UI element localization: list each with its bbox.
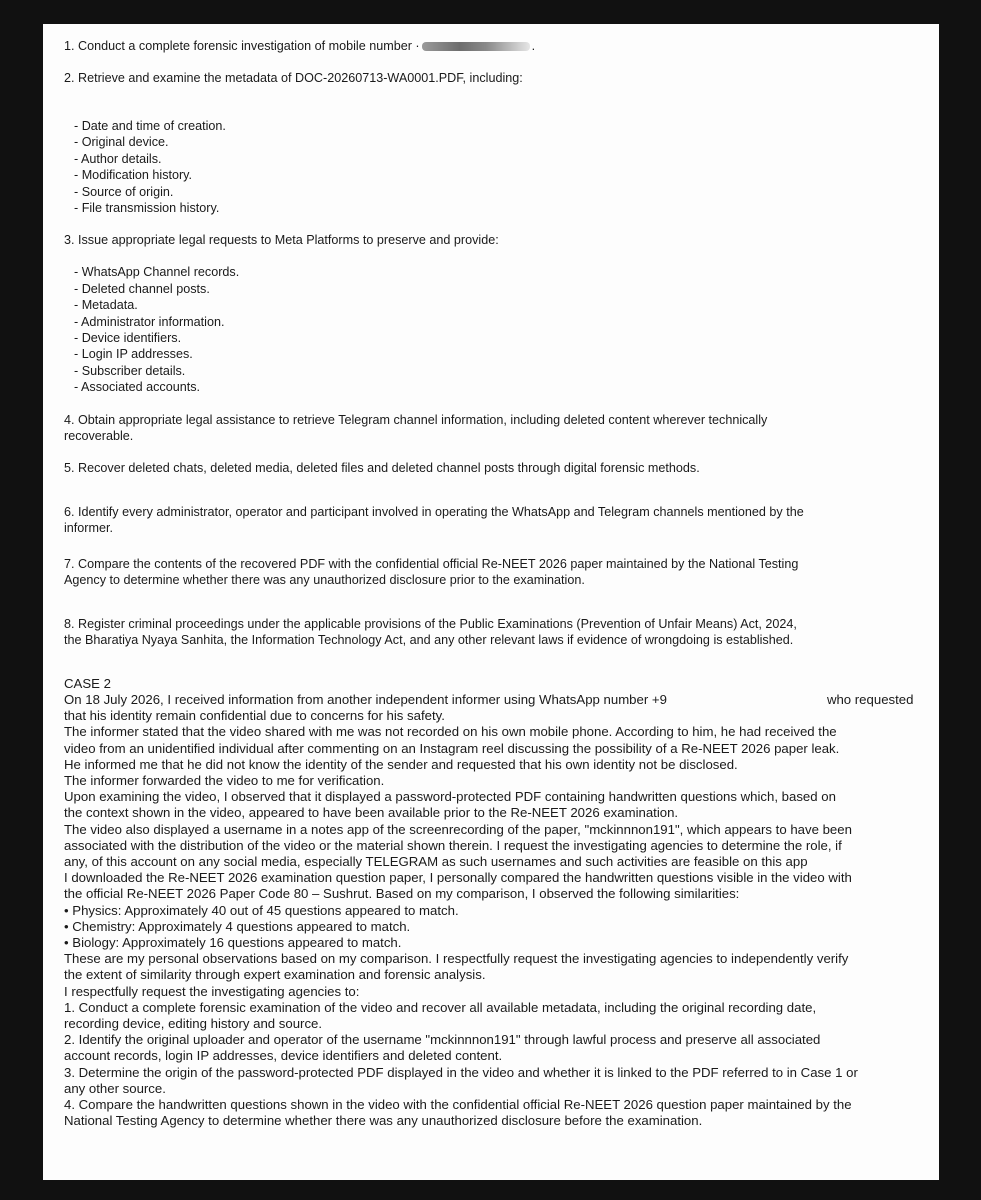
item-7 (64, 556, 919, 588)
list-item: - Date and time of creation. (74, 119, 226, 133)
case-2-line: National Testing Agency to determine whether there was any unauthorized disclosure before the examination. (64, 1113, 703, 1129)
case-2-line: the context shown in the video, appeared to have been available prior to the Re-NEET 2026 examination. (64, 805, 679, 821)
case-2-heading: CASE 2 (64, 675, 111, 691)
list-item: - Associated accounts. (74, 380, 201, 395)
case-2-line: These are my personal observations based on my comparison. I respectfully request the investigating agencies to independently verify (64, 951, 849, 967)
item-4-line: 4. Obtain appropriate legal assistance to retrieve Telegram channel information, including deleted content wherever technically (64, 412, 768, 427)
case-2-line: 3. Determine the origin of the password-protected PDF displayed in the video and whether it is linked to the PDF referred to in Case 1 or (64, 1064, 858, 1080)
item-3-list (74, 264, 919, 395)
case-2-line: Upon examining the video, I observed that it displayed a password-protected PDF containing handwritten questions which, based on (64, 789, 836, 805)
case-2-lines (64, 708, 919, 1129)
list-item: - Login IP addresses. (74, 347, 193, 362)
case-2-line (64, 692, 919, 708)
case-2-line: 1. Conduct a complete forensic examination of the video and recover all available metadata, including the original recording date, (64, 999, 817, 1015)
list-item: - Subscriber details. (74, 363, 186, 378)
case-2-line: I downloaded the Re-NEET 2026 examination question paper, I personally compared the handwritten questions visible in the video with (64, 870, 852, 886)
item-1 (64, 38, 919, 54)
case-2-line: recording device, editing history and source. (64, 1015, 323, 1031)
case-2-line: The informer stated that the video shared with me was not recorded on his own mobile phone. According to him, he had received the (64, 724, 837, 740)
case-2-line: the official Re-NEET 2026 Paper Code 80 – Sushrut. Based on my comparison, I observed the following similarities: (64, 886, 740, 902)
item-6 (64, 504, 919, 536)
list-item: - Administrator information. (74, 314, 225, 329)
item-2-list (74, 118, 919, 216)
list-item: - Modification history. (74, 168, 193, 183)
item-4-line: recoverable. (64, 428, 134, 443)
case-2-line-end: who requested (826, 691, 914, 707)
list-item: - WhatsApp Channel records. (74, 265, 240, 280)
case-2-line: • Biology: Approximately 16 questions appeared to match. (64, 934, 402, 950)
item-2: 2. Retrieve and examine the metadata of DOC-20260713-WA0001.PDF, including: (64, 71, 523, 85)
case-2-line: • Chemistry: Approximately 4 questions appeared to match. (64, 918, 411, 934)
item-5: 5. Recover deleted chats, deleted media, deleted files and deleted channel posts through digital forensic methods. (64, 460, 700, 475)
case-2-line: any other source. (64, 1080, 166, 1096)
item-8 (64, 616, 919, 648)
item-3: 3. Issue appropriate legal requests to Meta Platforms to preserve and provide: (64, 233, 499, 248)
case-2-line: account records, login IP addresses, device identifiers and deleted content. (64, 1048, 503, 1064)
item-8-line: the Bharatiya Nyaya Sanhita, the Information Technology Act, and any other relevant laws if evidence of wrongdoing is established. (64, 632, 794, 647)
list-item: - Metadata. (74, 298, 138, 313)
item-6-line: informer. (64, 520, 113, 535)
list-item: - File transmission history. (74, 201, 220, 216)
item-8-line: 8. Register criminal proceedings under the applicable provisions of the Public Examinations (Prevention of Unfair Means) Act, 2024, (64, 616, 797, 631)
case-2-line: He informed me that he did not know the identity of the sender and requested that his own identity not be disclosed. (64, 756, 738, 772)
case-2-line-start: On 18 July 2026, I received information from another independent informer using WhatsApp number +9 (64, 691, 667, 707)
item-4 (64, 412, 919, 444)
case-2-line: • Physics: Approximately 40 out of 45 questions appeared to match. (64, 902, 459, 918)
case-2-line: video from an unidentified individual after commenting on an Instagram reel discussing the possibility of a Re-NEET 2026 paper leak. (64, 740, 840, 756)
case-2-line: The informer forwarded the video to me for verification. (64, 772, 385, 788)
case-2-line: The video also displayed a username in a notes app of the screenrecording of the paper, "mckinnnon191", which appears to have been (64, 821, 852, 837)
list-item: - Device identifiers. (74, 331, 182, 346)
list-item: - Source of origin. (74, 184, 174, 199)
case-2-line: associated with the distribution of the video or the material shown therein. I request the investigating agencies to determine the role, if (64, 837, 842, 853)
item-7-line: Agency to determine whether there was any unauthorized disclosure prior to the examination. (64, 572, 585, 587)
list-item: - Author details. (74, 151, 162, 166)
case-2-line: the extent of similarity through expert examination and forensic analysis. (64, 967, 486, 983)
document-page (43, 24, 939, 1180)
case-2-line: any, of this account on any social media, especially TELEGRAM as such usernames and such activities are feasible on this app (64, 853, 808, 869)
list-item: - Original device. (74, 135, 169, 150)
case-2-line: that his identity remain confidential due to concerns for his safety. (64, 708, 445, 724)
item-6-line: 6. Identify every administrator, operator and participant involved in operating the WhatsApp and Telegram channels mentioned by the (64, 504, 804, 519)
case-2-line: 2. Identify the original uploader and operator of the username "mckinnnon191" through lawful process and preserve all associated (64, 1032, 821, 1048)
item-1-text: 1. Conduct a complete forensic investigation of mobile number · (64, 39, 420, 53)
item-1-suffix: . (531, 39, 536, 53)
item-7-line: 7. Compare the contents of the recovered PDF with the confidential official Re-NEET 2026 paper maintained by the National Testing (64, 556, 799, 571)
case-2-section (64, 676, 919, 1130)
redacted-phone-number (422, 42, 530, 51)
case-2-line: I respectfully request the investigating agencies to: (64, 983, 360, 999)
list-item: - Deleted channel posts. (74, 281, 210, 296)
case-2-line: 4. Compare the handwritten questions shown in the video with the confidential official Re-NEET 2026 question paper maintained by the (64, 1096, 852, 1112)
